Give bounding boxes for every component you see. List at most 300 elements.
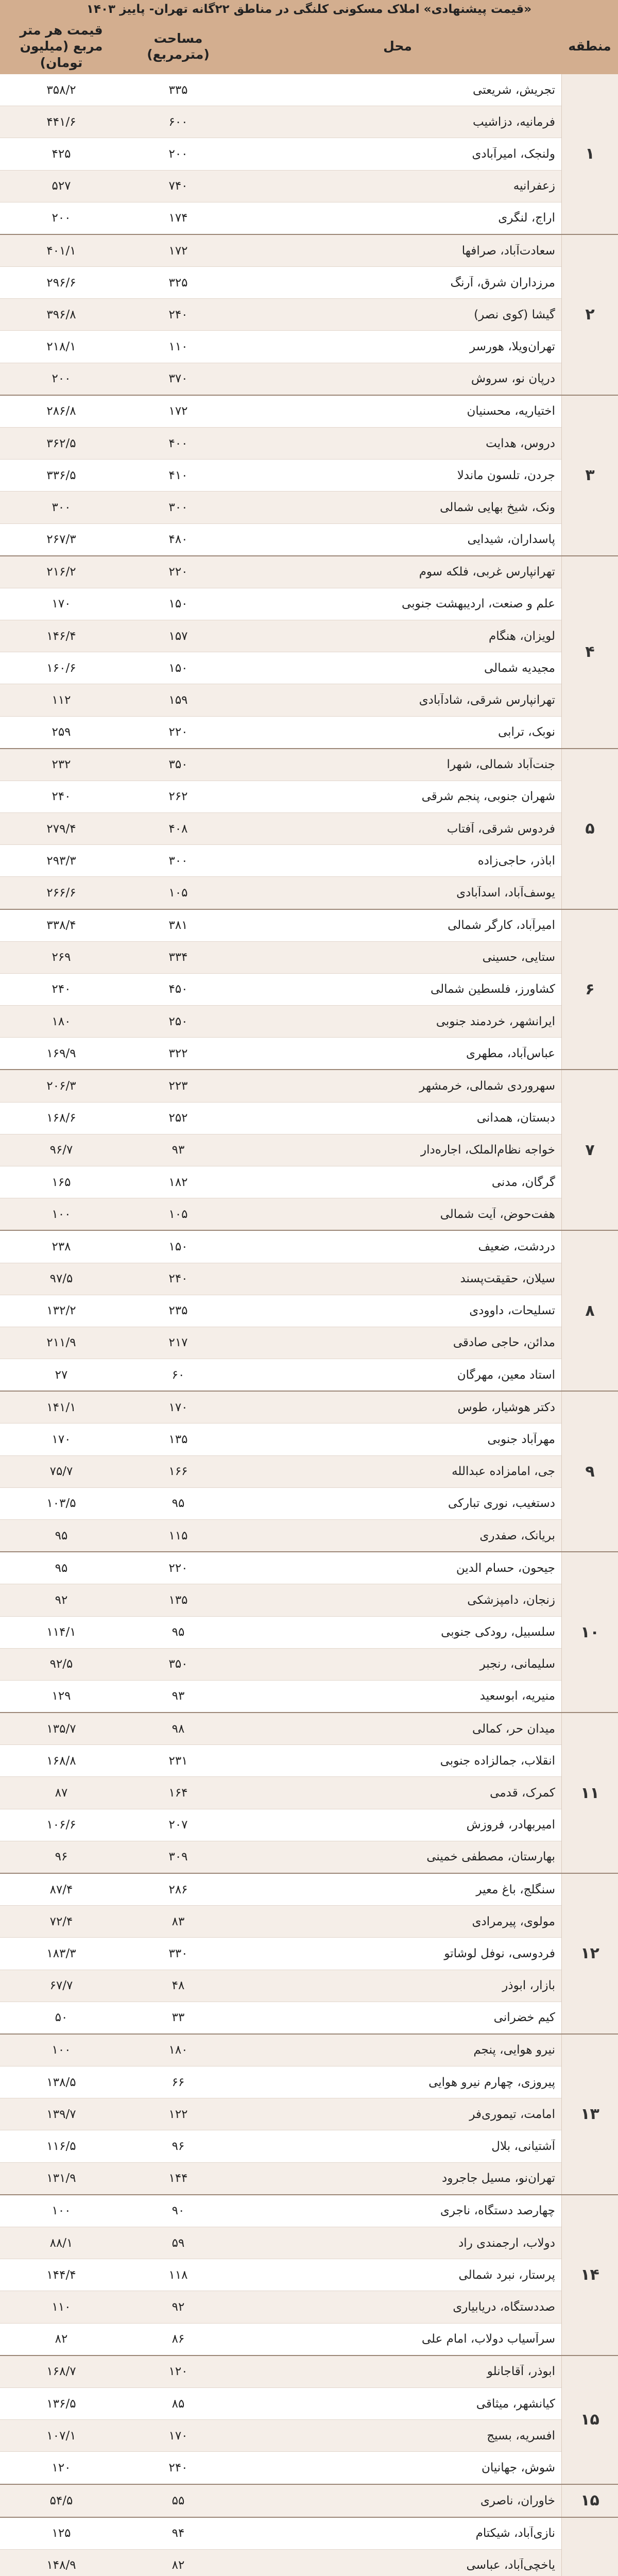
cell-area: ۲۴۰ — [168, 2461, 188, 2475]
region-rows — [0, 2518, 561, 2576]
cell-price: ۱۸۰ — [52, 1014, 71, 1028]
cell-price: ۲۱۸/۱ — [46, 340, 76, 354]
cell-place: عباس‌آباد، مطهری — [466, 1046, 555, 1060]
table-row — [0, 2291, 561, 2323]
cell-price: ۷۵/۷ — [49, 1465, 73, 1479]
cell-place: تجریش، شریعتی — [473, 83, 555, 97]
cell-area: ۱۶۴ — [168, 1786, 188, 1800]
cell-price: ۵۰ — [55, 2011, 68, 2025]
cell-place: مولوی، پیرمرادی — [472, 1914, 555, 1928]
table-row — [0, 427, 561, 459]
cell-price: ۹۶/۷ — [49, 1143, 73, 1157]
region-group — [0, 395, 618, 555]
cell-area: ۸۲ — [171, 2558, 185, 2572]
cell-price: ۹۶ — [55, 1850, 68, 1864]
cell-price: ۲۴۰ — [52, 790, 71, 804]
cell-price: ۲۴۰ — [52, 982, 71, 996]
table-row — [0, 910, 561, 941]
cell-place: فردوس شرقی، آفتاب — [447, 822, 555, 836]
table-row — [0, 1905, 561, 1937]
cell-place: چهارصد دستگاه، ناجری — [440, 2204, 555, 2218]
cell-price: ۳۰۰ — [52, 500, 71, 514]
cell-place: سنگلج، باغ معیر — [476, 1883, 555, 1896]
cell-area: ۱۸۲ — [168, 1175, 188, 1189]
cell-area: ۲۲۳ — [168, 1079, 188, 1093]
table-row — [0, 1744, 561, 1776]
table-row — [0, 1584, 561, 1616]
table-row — [0, 1970, 561, 2002]
region-number: ۲ — [561, 235, 618, 395]
table-row — [0, 2130, 561, 2162]
region-rows — [0, 2356, 561, 2484]
cell-place: درپان نو، سروش — [471, 372, 555, 386]
cell-place: جنت‌آباد شمالی، شهرا — [447, 758, 555, 772]
cell-place: کمرک، قدمی — [490, 1786, 555, 1800]
cell-place: امیرآباد، کارگر شمالی — [448, 919, 555, 933]
cell-price: ۱۷۰ — [52, 597, 71, 611]
cell-area: ۹۶ — [171, 2140, 185, 2154]
region-group — [0, 234, 618, 395]
cell-area: ۱۲۰ — [168, 2365, 188, 2379]
region-group — [0, 909, 618, 1070]
cell-place: مجیدیه شمالی — [484, 661, 555, 675]
cell-place: خواجه نظام‌الملک، اجاره‌دار — [420, 1143, 555, 1157]
cell-place: سلیمانی، رنجبر — [479, 1657, 555, 1671]
cell-area: ۱۷۲ — [168, 244, 188, 258]
table-row — [0, 363, 561, 395]
cell-price: ۲۸۶/۸ — [46, 404, 76, 418]
table-row — [0, 844, 561, 876]
cell-area: ۴۵۰ — [168, 982, 188, 996]
cell-place: نیرو هوایی، پنجم — [473, 2043, 555, 2057]
table-row — [0, 876, 561, 908]
cell-place: جیحون، حسام الدین — [456, 1561, 555, 1575]
cell-price: ۱۰۰ — [52, 1207, 71, 1221]
cell-place: جی، امامزاده عبدالله — [452, 1465, 555, 1479]
cell-area: ۴۸۰ — [168, 533, 188, 547]
table-row — [0, 2451, 561, 2483]
cell-area: ۹۲ — [171, 2300, 185, 2314]
region-number: ۱۲ — [561, 1874, 618, 2033]
region-number — [561, 2518, 618, 2576]
region-rows — [0, 396, 561, 555]
cell-price: ۱۶۹/۹ — [46, 1046, 76, 1060]
cell-place: تهران‌ویلا، هورسر — [469, 340, 555, 354]
table-row — [0, 266, 561, 298]
cell-area: ۹۸ — [171, 1722, 185, 1736]
region-rows — [0, 556, 561, 748]
table-row — [0, 2419, 561, 2451]
cell-place: تسلیحات، داوودی — [469, 1304, 555, 1318]
region-rows — [0, 74, 561, 234]
cell-price: ۱۸۳/۳ — [46, 1946, 76, 1960]
cell-price: ۲۱۱/۹ — [46, 1336, 76, 1350]
cell-area: ۳۷۰ — [168, 372, 188, 386]
cell-area: ۲۲۰ — [168, 725, 188, 739]
cell-area: ۶۰۰ — [168, 115, 188, 129]
cell-place: سیلان، حقیقت‌پسند — [460, 1272, 555, 1286]
table-row — [0, 588, 561, 620]
region-group — [0, 1391, 618, 1551]
cell-area: ۳۵۰ — [168, 758, 188, 772]
table-row — [0, 749, 561, 781]
table-row — [0, 812, 561, 844]
region-number: ۹ — [561, 1392, 618, 1551]
region-rows — [0, 1874, 561, 2033]
table-row — [0, 2066, 561, 2098]
cell-place: لویزان، هنگام — [488, 629, 555, 643]
table-row — [0, 2259, 561, 2291]
table-row — [0, 106, 561, 138]
region-number: ۱ — [561, 74, 618, 234]
region-group — [0, 1230, 618, 1391]
cell-place: مدائن، حاجی صادقی — [453, 1336, 555, 1350]
cell-place: سهروردی شمالی، خرمشهر — [419, 1079, 555, 1093]
region-group — [0, 2033, 618, 2194]
cell-price: ۱۶۸/۶ — [46, 1111, 76, 1125]
cell-price: ۲۷۹/۴ — [46, 822, 76, 836]
cell-price: ۲۶۷/۳ — [46, 533, 76, 547]
cell-price: ۱۲۰ — [52, 2461, 71, 2475]
table-row — [0, 1166, 561, 1198]
cell-price: ۱۲۹ — [52, 1689, 71, 1703]
region-rows — [0, 1713, 561, 1873]
cell-area: ۲۲۰ — [168, 565, 188, 579]
table-row — [0, 652, 561, 684]
cell-place: سعادت‌آباد، صرافها — [461, 244, 555, 258]
cell-area: ۱۲۲ — [168, 2107, 188, 2121]
cell-place: میدان حر، کمالی — [472, 1722, 555, 1736]
table-row — [0, 2549, 561, 2576]
cell-place: ونک، شیخ بهایی شمالی — [440, 500, 555, 514]
cell-price: ۲۰۰ — [52, 372, 71, 386]
table-row — [0, 235, 561, 266]
cell-price: ۶۷/۷ — [49, 1979, 73, 1993]
cell-place: آشتیانی، بلال — [491, 2140, 555, 2154]
table-row — [0, 1070, 561, 1101]
region-group — [0, 2484, 618, 2517]
cell-area: ۹۰ — [171, 2204, 185, 2218]
table-row — [0, 2485, 561, 2517]
page-title: «قیمت پیشنهادی» املاک مسکونی کلنگی در مناطق ۲۲گانه تهران- پاییز ۱۴۰۳ — [0, 0, 618, 19]
cell-place: منیریه، ابوسعید — [479, 1689, 555, 1703]
cell-area: ۹۵ — [171, 1625, 185, 1639]
cell-place: دولاب، ارجمندی راد — [458, 2236, 555, 2250]
cell-price: ۳۹۶/۸ — [46, 308, 76, 321]
table-row — [0, 1295, 561, 1327]
region-rows — [0, 1552, 561, 1712]
cell-place: هفت‌حوض، آیت شمالی — [440, 1207, 555, 1221]
cell-price: ۳۶۲/۵ — [46, 436, 76, 450]
header-price: قیمت هر متر مربع (میلیون تومان) — [20, 23, 103, 70]
cell-area: ۱۰۵ — [168, 1207, 188, 1221]
table-row — [0, 1937, 561, 1969]
cell-area: ۲۳۵ — [168, 1304, 188, 1318]
table-row — [0, 2098, 561, 2130]
region-rows — [0, 910, 561, 1070]
cell-price: ۱۳۹/۷ — [46, 2107, 76, 2121]
cell-area: ۱۷۲ — [168, 404, 188, 418]
table-row — [0, 1776, 561, 1808]
region-group — [0, 74, 618, 234]
table-row — [0, 138, 561, 170]
cell-area: ۹۵ — [171, 1497, 185, 1511]
cell-area: ۱۳۵ — [168, 1433, 188, 1447]
table-row — [0, 973, 561, 1005]
cell-place: شهران جنوبی، پنجم شرقی — [421, 790, 555, 804]
cell-area: ۶۰ — [171, 1368, 185, 1382]
region-rows — [0, 235, 561, 395]
table-row — [0, 2323, 561, 2355]
cell-area: ۲۵۲ — [168, 1111, 188, 1125]
cell-place: زنجان، دامپزشکی — [467, 1593, 555, 1607]
cell-place: جردن، تلسون ماندلا — [457, 468, 555, 482]
cell-area: ۵۹ — [171, 2236, 185, 2250]
cell-area: ۱۸۰ — [168, 2043, 188, 2057]
table-row — [0, 1037, 561, 1069]
cell-price: ۱۱۶/۵ — [46, 2140, 76, 2154]
cell-price: ۴۰۱/۱ — [46, 244, 76, 258]
cell-price: ۲۶۶/۶ — [46, 886, 76, 900]
cell-price: ۱۷۰ — [52, 1433, 71, 1447]
cell-price: ۱۱۰ — [52, 2300, 71, 2314]
cell-place: امامت، تیموری‌فر — [469, 2107, 555, 2121]
table-row — [0, 2356, 561, 2387]
cell-place: مرزداران شرق، آرنگ — [450, 276, 555, 290]
cell-place: امیربهادر، فروزش — [466, 1818, 555, 1832]
region-number: ۶ — [561, 910, 618, 1070]
table-row — [0, 556, 561, 588]
header-place: محل — [383, 39, 412, 54]
region-number: ۴ — [561, 556, 618, 748]
region-group — [0, 555, 618, 748]
cell-price: ۱۳۸/۵ — [46, 2075, 76, 2089]
cell-place: بهارستان، مصطفی خمینی — [426, 1850, 555, 1864]
region-number: ۷ — [561, 1070, 618, 1230]
region-group — [0, 1712, 618, 1873]
cell-area: ۳۳ — [171, 2011, 185, 2025]
cell-price: ۹۵ — [55, 1561, 68, 1575]
cell-area: ۱۵۷ — [168, 629, 188, 643]
cell-area: ۱۰۵ — [168, 886, 188, 900]
region-rows — [0, 2035, 561, 2194]
cell-area: ۷۴۰ — [168, 179, 188, 193]
table-row — [0, 2035, 561, 2066]
region-rows — [0, 2485, 561, 2517]
cell-price: ۲۰۰ — [52, 211, 71, 225]
cell-place: مهرآباد جنوبی — [487, 1433, 555, 1447]
cell-area: ۵۵ — [171, 2494, 185, 2507]
cell-area: ۱۷۰ — [168, 1400, 188, 1414]
cell-place: پیروزی، چهارم نیرو هوایی — [428, 2075, 555, 2089]
table-row — [0, 298, 561, 330]
cell-price: ۱۴۱/۱ — [46, 1400, 76, 1414]
cell-price: ۱۰۷/۱ — [46, 2429, 76, 2443]
cell-place: استاد معین، مهرگان — [457, 1368, 555, 1382]
cell-price: ۲۷ — [55, 1368, 68, 1382]
table-row — [0, 1874, 561, 1905]
cell-area: ۳۲۲ — [168, 1046, 188, 1060]
cell-place: ایرانشهر، خردمند جنوبی — [436, 1014, 555, 1028]
table-row — [0, 1616, 561, 1648]
table-row — [0, 523, 561, 555]
cell-price: ۹۲ — [55, 1593, 68, 1607]
cell-place: یاخچی‌آباد، عباسی — [466, 2558, 555, 2572]
table-row — [0, 1519, 561, 1551]
cell-area: ۴۰۰ — [168, 436, 188, 450]
cell-price: ۱۳۲/۲ — [46, 1304, 76, 1318]
cell-price: ۲۵۹ — [52, 725, 71, 739]
cell-price: ۱۶۰/۶ — [46, 661, 76, 675]
cell-place: تهرانپارس غربی، فلکه سوم — [419, 565, 555, 579]
header-region: منطقه — [568, 39, 611, 54]
table-row — [0, 781, 561, 812]
cell-place: ستایی، حسینی — [482, 951, 555, 964]
cell-place: دکتر هوشیار، طوس — [457, 1400, 555, 1414]
table-row — [0, 1841, 561, 1873]
cell-place: خاوران، ناصری — [480, 2494, 555, 2507]
table-row — [0, 1392, 561, 1423]
cell-price: ۸۷/۴ — [49, 1883, 73, 1896]
table-row — [0, 1005, 561, 1037]
cell-place: گیشا (کوی نصر) — [474, 308, 555, 321]
cell-place: دبستان، همدانی — [476, 1111, 555, 1125]
table-row — [0, 2195, 561, 2227]
table-row — [0, 1231, 561, 1262]
cell-price: ۲۰۶/۳ — [46, 1079, 76, 1093]
table-row — [0, 396, 561, 427]
region-number: ۸ — [561, 1231, 618, 1391]
cell-place: علم و صنعت، اردیبهشت جنوبی — [402, 597, 555, 611]
region-group — [0, 1873, 618, 2033]
cell-area: ۸۶ — [171, 2332, 185, 2346]
cell-place: صددستگاه، دریابیاری — [453, 2300, 555, 2314]
cell-area: ۲۱۷ — [168, 1336, 188, 1350]
cell-area: ۲۰۷ — [168, 1818, 188, 1832]
cell-place: تهران‌نو، مسیل جاجرود — [442, 2172, 555, 2185]
table-row — [0, 1327, 561, 1359]
cell-place: دستغیب، نوری تبارکی — [448, 1497, 555, 1511]
cell-place: سرآسیاب دولاب، امام علی — [421, 2332, 555, 2346]
cell-place: دردشت، ضعیف — [478, 1240, 555, 1253]
cell-area: ۱۳۵ — [168, 1593, 188, 1607]
table-row — [0, 2227, 561, 2259]
cell-price: ۳۵۸/۲ — [46, 83, 76, 97]
cell-area: ۱۶۶ — [168, 1465, 188, 1479]
cell-area: ۴۱۰ — [168, 468, 188, 482]
cell-area: ۲۰۰ — [168, 147, 188, 161]
cell-area: ۳۸۱ — [168, 919, 188, 933]
cell-area: ۱۷۰ — [168, 2429, 188, 2443]
table-row — [0, 1455, 561, 1487]
cell-price: ۱۶۵ — [52, 1175, 71, 1189]
cell-price: ۲۳۸ — [52, 1240, 71, 1253]
region-number: ۱۴ — [561, 2195, 618, 2355]
table-row — [0, 2002, 561, 2033]
cell-price: ۷۲/۴ — [49, 1914, 73, 1928]
cell-place: ابوذر، آقاجانلو — [487, 2365, 555, 2379]
cell-area: ۲۴۰ — [168, 308, 188, 321]
region-rows — [0, 1231, 561, 1391]
cell-price: ۳۳۶/۵ — [46, 468, 76, 482]
table-row — [0, 1552, 561, 1584]
cell-place: گرگان، مدنی — [491, 1175, 555, 1189]
cell-place: کیم خضرانی — [493, 2011, 555, 2025]
cell-price: ۱۳۶/۵ — [46, 2397, 76, 2411]
table-row — [0, 1487, 561, 1519]
cell-area: ۳۰۰ — [168, 500, 188, 514]
cell-price: ۵۲۷ — [52, 179, 71, 193]
cell-place: یوسف‌آباد، اسدآبادی — [456, 886, 555, 900]
cell-price: ۸۸/۱ — [49, 2236, 73, 2250]
cell-area: ۳۳۰ — [168, 1946, 188, 1960]
cell-area: ۹۴ — [171, 2527, 185, 2540]
cell-price: ۱۰۰ — [52, 2043, 71, 2057]
table-row — [0, 941, 561, 973]
table-row — [0, 1134, 561, 1166]
table-row — [0, 1263, 561, 1295]
table-row — [0, 2162, 561, 2194]
cell-price: ۱۱۴/۱ — [46, 1625, 76, 1639]
table-row — [0, 202, 561, 234]
region-rows — [0, 2195, 561, 2355]
cell-price: ۱۴۸/۹ — [46, 2558, 76, 2572]
cell-place: فردوسی، نوفل لوشاتو — [444, 1946, 555, 1960]
region-number: ۱۵ — [561, 2485, 618, 2517]
table-body — [0, 74, 618, 2576]
region-group — [0, 2355, 618, 2484]
table-row — [0, 459, 561, 491]
table-row — [0, 1359, 561, 1391]
region-number: ۵ — [561, 749, 618, 909]
cell-price: ۱۴۴/۴ — [46, 2268, 76, 2282]
cell-price: ۲۳۲ — [52, 758, 71, 772]
cell-area: ۳۲۵ — [168, 276, 188, 290]
cell-place: زعفرانیه — [513, 179, 555, 193]
region-number: ۱۵ — [561, 2356, 618, 2484]
cell-price: ۹۵ — [55, 1529, 68, 1543]
cell-area: ۱۵۹ — [168, 693, 188, 707]
cell-price: ۱۱۲ — [52, 693, 71, 707]
cell-price: ۹۷/۵ — [49, 1272, 73, 1286]
table-row — [0, 1423, 561, 1455]
cell-place: بریانک، صفدری — [479, 1529, 555, 1543]
cell-place: شوش، جهانیان — [481, 2461, 555, 2475]
cell-price: ۱۴۶/۴ — [46, 629, 76, 643]
region-group — [0, 1551, 618, 1712]
cell-price: ۵۴/۵ — [49, 2494, 73, 2507]
cell-place: سلسبیل، رودکی جنوبی — [441, 1625, 555, 1639]
cell-price: ۲۶۹ — [52, 951, 71, 964]
cell-place: نوبک، ترابی — [497, 725, 555, 739]
cell-place: بازار، ابوذر — [502, 1979, 555, 1993]
cell-area: ۸۳ — [171, 1914, 185, 1928]
cell-place: نازی‌آباد، شیکتام — [475, 2527, 555, 2540]
table-row — [0, 491, 561, 523]
cell-area: ۳۰۹ — [168, 1850, 188, 1864]
cell-price: ۱۳۵/۷ — [46, 1722, 76, 1736]
cell-place: اراج، لنگری — [498, 211, 555, 225]
region-group — [0, 748, 618, 909]
cell-price: ۱۲۵ — [52, 2527, 71, 2540]
table-header — [0, 19, 618, 74]
cell-place: فرمانیه، دزاشیب — [473, 115, 555, 129]
cell-area: ۳۰۰ — [168, 854, 188, 868]
region-rows — [0, 1392, 561, 1551]
cell-price: ۲۹۳/۳ — [46, 854, 76, 868]
region-number: ۱۰ — [561, 1552, 618, 1712]
cell-place: انقلاب، جمالزاده جنوبی — [440, 1754, 555, 1768]
